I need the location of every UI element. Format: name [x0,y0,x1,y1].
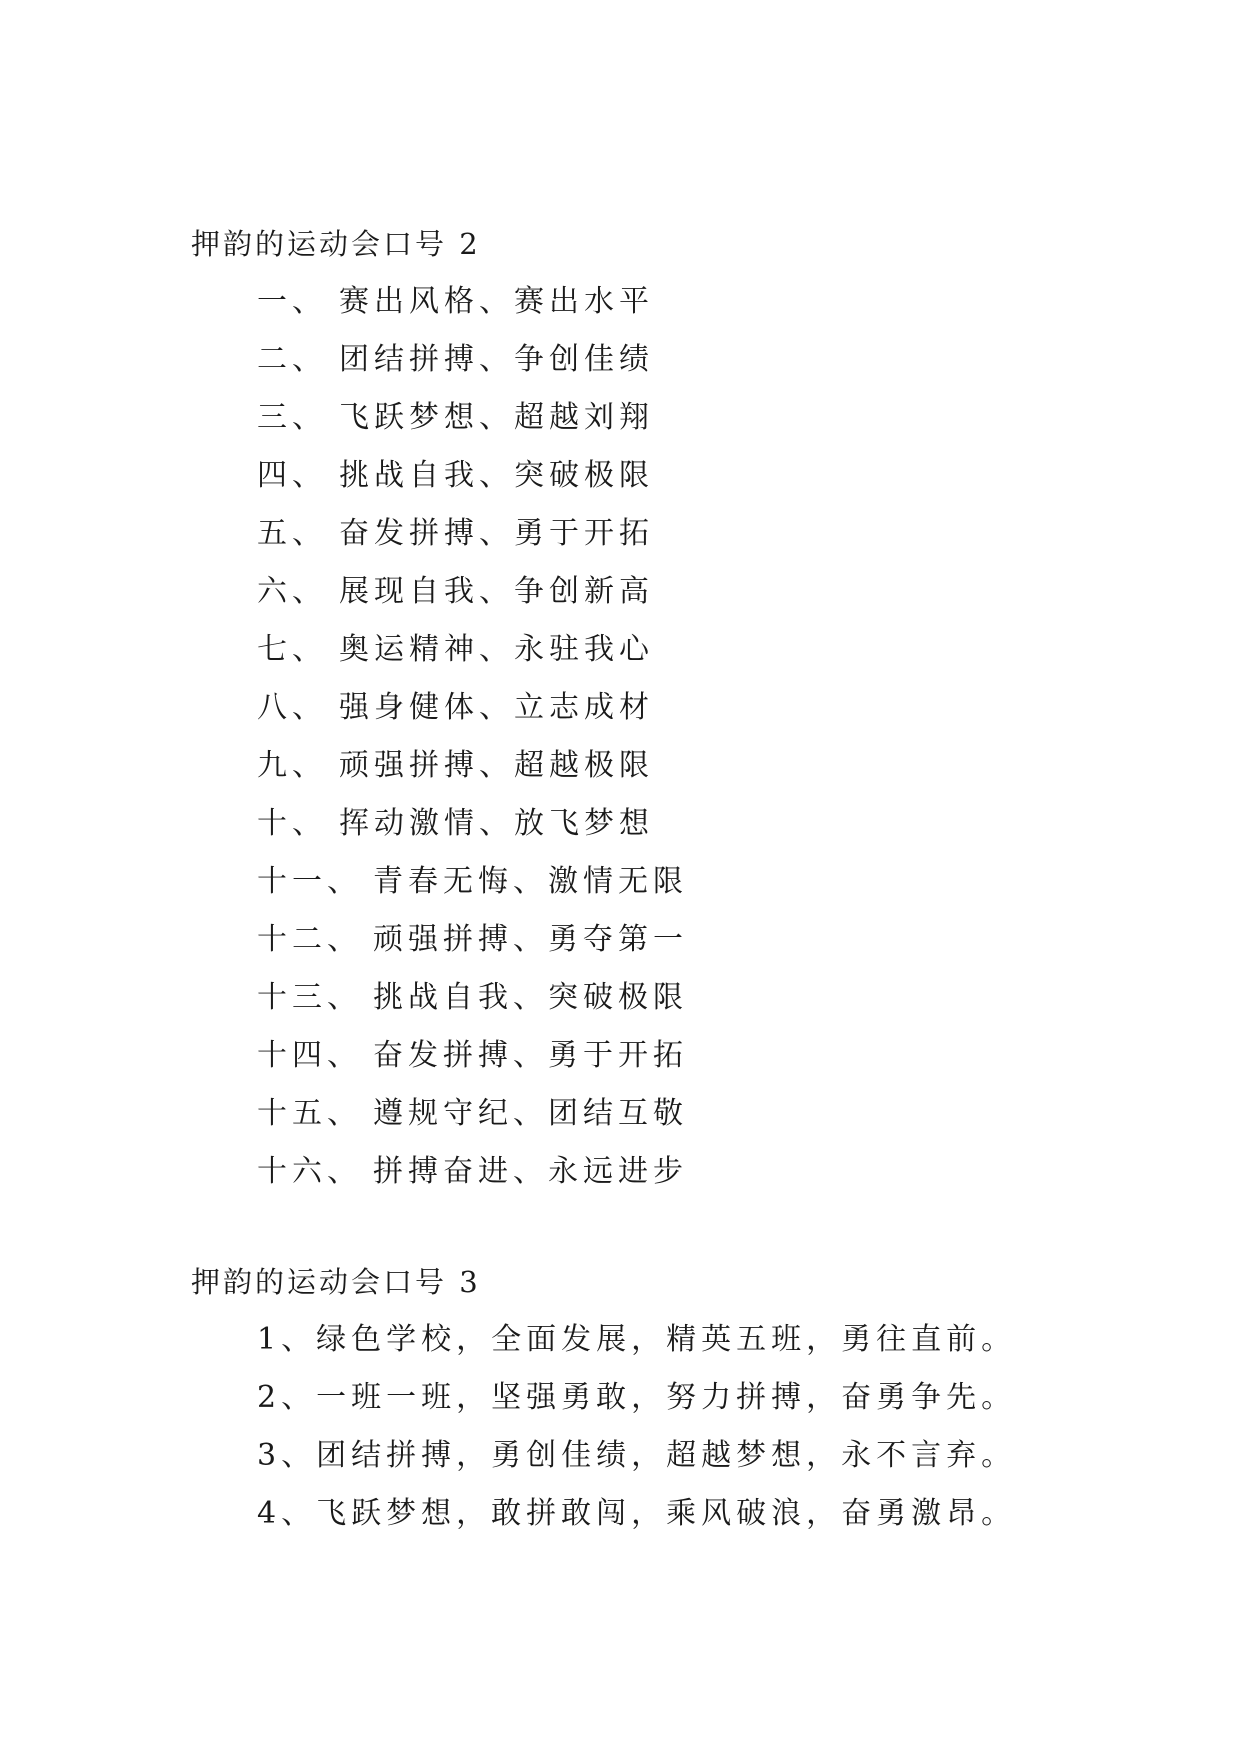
item-number: 十二、 [257,922,362,957]
list-item [257,804,654,844]
item-number: 七、 [257,632,327,667]
list-item: 4、飞跃梦想，敢拼敢闯，乘风破浪，奋勇激昂。 [257,1496,1017,1531]
item-number: 四、 [257,458,327,493]
section-2-heading: 押韵的运动会口号 2 [191,227,481,261]
item-number: 八、 [257,690,327,725]
item-text: 飞跃梦想、超越刘翔 [339,400,654,435]
list-item: 2、一班一班，坚强勇敢，努力拼搏，奋勇争先。 [257,1380,1017,1415]
item-number: 一、 [257,284,327,319]
item-number: 六、 [257,574,327,609]
list-item [257,1036,688,1076]
item-number: 十六、 [257,1154,362,1189]
list-item [257,282,654,322]
item-number: 十五、 [257,1096,362,1131]
list-item [257,514,654,554]
item-text: 强身健体、立志成材 [339,690,654,725]
item-text: 挑战自我、突破极限 [339,458,654,493]
item-number: 五、 [257,516,327,551]
list-item [257,456,654,496]
list-item [257,862,688,902]
list-item [257,340,654,380]
item-text: 顽强拼搏、超越极限 [339,748,654,783]
item-number: 九、 [257,748,327,783]
list-item: 1、绿色学校，全面发展，精英五班，勇往直前。 [257,1322,1017,1357]
section-3-heading: 押韵的运动会口号 3 [191,1265,481,1299]
item-text: 青春无悔、激情无限 [373,864,688,899]
list-item [257,572,654,612]
item-number: 十一、 [257,864,362,899]
list-item [257,398,654,438]
item-text: 赛出风格、赛出水平 [339,284,654,319]
list-item [257,688,654,728]
item-text: 顽强拼搏、勇夺第一 [373,922,688,957]
item-number: 三、 [257,400,327,435]
list-item [257,746,654,786]
item-text: 挑战自我、突破极限 [373,980,688,1015]
item-number: 十四、 [257,1038,362,1073]
item-number: 十三、 [257,980,362,1015]
list-item: 3、团结拼搏，勇创佳绩，超越梦想，永不言弃。 [257,1438,1017,1473]
item-text: 拼搏奋进、永远进步 [373,1154,688,1189]
item-number: 二、 [257,342,327,377]
list-item [257,1094,688,1134]
item-text: 奋发拼搏、勇于开拓 [373,1038,688,1073]
list-item [257,630,654,670]
item-number: 十、 [257,806,327,841]
list-item [257,978,688,1018]
item-text: 遵规守纪、团结互敬 [373,1096,688,1131]
list-item [257,920,688,960]
list-item [257,1152,688,1192]
item-text: 挥动激情、放飞梦想 [339,806,654,841]
item-text: 展现自我、争创新高 [339,574,654,609]
item-text: 奋发拼搏、勇于开拓 [339,516,654,551]
item-text: 奥运精神、永驻我心 [339,632,654,667]
item-text: 团结拼搏、争创佳绩 [339,342,654,377]
